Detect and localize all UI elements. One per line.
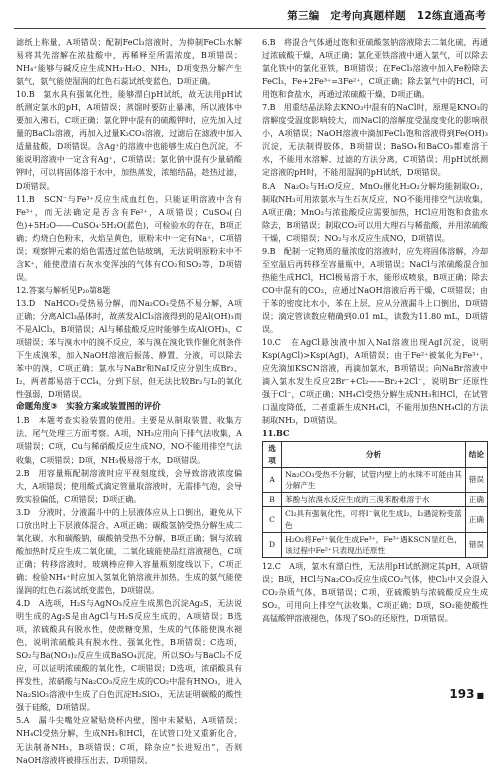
table-cell: B <box>263 493 282 507</box>
answer-paragraph: 6.B 将混合气体通过饱和亚硫酸氢钠溶液除去二氧化硫，再通过浓硫酸干燥，A项正确；氯化亚铁溶液中通入氯气，可以除去氯化铁中的氯化亚铁，B项错误；在FeCl₃溶液中加入Fe粉除去FeCl₃，Fe+2Fe³⁺=3Fe²⁺，C项正确；除去氯气中的HCl，可用饱和食盐水，再通过浓硫酸干燥，D项正确。 <box>262 38 488 100</box>
header-rule <box>14 28 486 29</box>
table-cell: A <box>263 467 282 492</box>
answer-table <box>262 441 488 558</box>
table-row <box>263 532 488 557</box>
table-header-cell: 选项 <box>263 442 282 467</box>
answer-paragraph: 1.B 本题考查实验装置的使用。主要是从制取装置、收集方法、尾气处理三方面考察。A项，NH₃应用向下排气法收集，A项错误；C项，Cu与稀硝酸反应生成NO，NO不能用排空气法收集，C项错误；D项，NH₃极易溶于水，D项错误。 <box>16 416 242 465</box>
table-cell: D <box>263 532 282 557</box>
answer-paragraph: 13.D NaHCO₃受热易分解，而Na₂CO₃受热不易分解，A项正确；分离AlCl₃晶体时，故蒸发AlCl₃溶液得到的是Al(OH)₃而不是AlCl₃，B项错误；Al与稀盐酸反应时能够生成Al(OH)₃，C项错误；苯与溴水中的溴不反应，苯与溴在溴化铁作催化剂条件下生成溴苯，加入NaOH溶液后振荡、静置、分液，可以除去苯中的溴，C项正确；氯水与NaBr和NaI反应分别生成Br₂、I₂，两者都易溶于CCl₄，分到下层，但无法比较Br₂与I₂的氧化性强弱，D项错误。 <box>16 298 242 400</box>
table-cell: 苯酚与浓溴水反应生成的三溴苯酚难溶于水 <box>282 493 466 507</box>
answer-paragraph: 7.B 用重结晶法除去KNO₃中混有的NaCl时，原理是KNO₃的溶解度受温度影响较大，而NaCl的溶解度受温度变化的影响很小，A项错误；NaOH溶液中滴加FeCl₃饱和溶液得到Fe(OH)₃沉淀，无法制得胶体，B项错误；BaSO₄和BaCO₃都难溶于水，不能用水溶解、过滤的方法分离，C项错误；用pH试纸测定溶液的pH时，不能用湿润的pH试纸，D项错误。 <box>262 103 488 178</box>
page-header <box>0 0 500 30</box>
table-cell: 错误 <box>465 532 487 557</box>
answer-paragraph: 10.B 氯水具有强氧化性，能够漂白pH试纸，故无法用pH试纸测定氯水的pH，A项错误；蒸馏时要防止暴沸，所以液体中要加入沸石，C项正确；氯化钾中混有的硫酸钾时，应先加入过量的BaCl₂溶液，再加入过量K₂CO₃溶液，过滤后在滤液中加入适量盐酸，D项错误。含Ag⁺的溶液中也能够生成白色沉淀，不能说明溶液中一定含有Ag⁺，C项错误；氯化钠中混有少量硝酸钾时，可以将固体溶于水中，加热蒸发，浓缩结晶，趁热过滤，D项错误。 <box>16 90 242 191</box>
section-heading: 命题角度③ 实验方案或装置图的评价 <box>16 402 161 413</box>
table-row <box>263 467 488 492</box>
table-cell: 错误 <box>465 467 487 492</box>
page-footer <box>449 687 484 701</box>
triangle-marker-icon: ■ <box>476 691 484 700</box>
page-number: 193 <box>449 687 475 701</box>
table-header-cell: 结论 <box>465 442 487 467</box>
answer-paragraph: 3.D 分液时，分液漏斗中的上层液体应从上口倒出，避免从下口放出时上下层液体混合，A项正确；碳酸氢钠受热分解生成二氧化碳、水和碳酸钠，碳酸钠受热不分解，B项正确；铜与浓硫酸加热时反应生成二氧化硫，二氧化硫能使品红溶液褪色，C项正确；转移溶液时，玻璃棒应伸入容量瓶刻度线以下，C项正确；检验NH₄⁺时应加入氢氧化钠溶液并加热，生成的氨气能使湿润的红色石蕊试纸变蓝色，D项错误。 <box>16 507 242 595</box>
left-column <box>16 36 242 765</box>
answer-paragraph: 2.B 用容量瓶配制溶液时应平视刻度线，会导致溶液浓度偏大，A项错误；使用酸式滴定管量取溶液时，无需排气泡，会导致实验偏低，C项错误；D项正确。 <box>16 468 242 504</box>
table-cell: 正确 <box>465 493 487 507</box>
answer-paragraph: 8.A Na₂O₂与H₂O反应、MnO₂催化H₂O₂分解均能制取O₂，制取NH₃可用浓氨水与生石灰反应，NO不能用排空气法收集，A项正确；MnO₂与浓盐酸反应需要加热，HCl应用饱和食盐水除去，B项错误；制取CO₂可以用大理石与稀盐酸，并用浓硫酸干燥，C项错误；NO₂与水反应生成NO，D项错误。 <box>262 181 488 243</box>
table-cell: 正确 <box>465 507 487 532</box>
answer-paragraph: 滤纸上称量，A项错误；配制FeCl₃溶液时，为抑制FeCl₃水解易将其先溶解在浓盐酸中，再稀释至所需浓度，B项错误；NH₄⁺能够与碱反应生成NH₃·H₂O、NH₃，D项变热分解产生氨气，氨气能使湿润的红色石蕊试纸变蓝色，D项正确。 <box>16 38 242 87</box>
answer-paragraph: 11.B SCN⁻与Fe³⁺反应生成血红色，只能证明溶液中含有Fe³⁺，而无法确定是否含有Fe²⁺，A项错误；CuSO₄(白色)+5H₂O——CuSO₄·5H₂O(蓝色)，可检验水的存在，B项正确；灼烧白色粉末，火焰呈黄色，原粉末中一定有Na⁺，C项错误；观察钾元素的焰色需透过蓝色钴玻璃，无法说明原粉末中不含K⁺，能使澄清石灰水变浑浊的气体有CO₂和SO₂等，D项错误。 <box>16 194 242 282</box>
answer-paragraph: 12.C A项，氯水有漂白性，无法用pH试纸测定其pH，A项错误；B项，HCl与Na₂CO₃反应生成CO₂气体，使Cl₂中又会混入CO₂杂质气体，B项错误；C项，亚硫酸钠与浓硫酸反应生成SO₂，可用向上排空气法收集，C项正确；D项，SO₂能使酸性高锰酸钾溶液褪色，体现了SO₂的还原性，D项错误。 <box>262 562 488 624</box>
table-cell: C <box>263 507 282 532</box>
answer-paragraph: 12.答案与解析见P₂₀第8题 <box>16 285 111 295</box>
table-cell: Na₂CO₃受热不分解，试管内壁上的水珠不可能由其分解产生 <box>282 467 466 492</box>
table-header-cell: 分析 <box>282 442 466 467</box>
table-cell: H₂O₂将Fe²⁺氧化生成Fe³⁺，Fe³⁺遇KSCN显红色，该过程中Fe²⁺只表现出还原性 <box>282 532 466 557</box>
answer-label: 11.BC <box>262 428 290 439</box>
table-row <box>263 507 488 532</box>
header-title: 第三编 定考向真题样题 12练直通高考 <box>287 10 486 22</box>
answer-paragraph: 10.C 在AgCl悬浊液中加入NaI溶液出现AgI沉淀，说明Ksp(AgCl)>Ksp(AgI)，A项错误；由于Fe²⁺被氧化为Fe³⁺，应先滴加KSCN溶液，再滴加氯水，B项错误；向NaBr溶液中滴入氯水发生反应2Br⁻+Cl₂——Br₂+2Cl⁻，说明Br⁻还原性强于Cl⁻，C项正确；NH₄Cl受热分解生成NH₃和HCl，在试管口温度降低，二者重新生成NH₄Cl，不能用加热NH₄Cl的方法制取NH₃，D项错误。 <box>262 338 488 426</box>
table-row <box>263 493 488 507</box>
answer-paragraph: 4.D A选项，H₂S与AgNO₃反应生成黑色沉淀Ag₂S，无法说明生成的Ag₂S是由AgCl与H₂S反应生成的，A项错误；B选项，浓硫酸具有脱水性，使蔗糖变黑，生成的气体能使溴水褪色，说明浓硫酸具有脱水性、强氧化性，B项错误；C选项，SO₂与Ba(NO₃)₂反应生成BaSO₄沉淀，所以SO₂与BaCl₂不反应，可以证明浓硫酸的氧化性，C项错误；D选项，浓硝酸具有挥发性，浓硝酸与Na₂CO₃反应生成的CO₂中混有HNO₃，进入Na₂SiO₃溶液中生成了白色沉淀H₂SiO₃，无法证明碳酸的酸性强于硅酸，D项错误。 <box>16 599 242 713</box>
table-cell: Cl₂具有强氧化性，可将I⁻氧化生成I₂，I₂遇淀粉变蓝色 <box>282 507 466 532</box>
answer-paragraph: 5.A 漏斗尖嘴处应紧贴烧杯内壁，图中未紧贴，A项错误；NH₄Cl受热分解，生成NH₃和HCl，在试管口处又重新化合，无法制备NH₃，B项错误；C项，除杂应“长进短出”，否则NaOH溶液将被排压出去，D项错误。 <box>16 716 242 765</box>
answer-paragraph: 9.B 配制一定物质的量浓度的溶液时，应先将固体溶解，冷却至室温后再转移至容量瓶中，A项错误；NaCl与浓硫酸混合加热能生成HCl，HCl极易溶于水，能形成喷泉，B项正确；除去CO中混有的CO₂，应通过NaOH溶液后再干燥，C项错误；由于苯的密度比水小，苯在上层，应从分液漏斗上口倒出，D项错误；滴定管读数应精确到0.01 mL，读数为11.80 mL，D项错误。 <box>262 246 488 335</box>
right-column <box>262 36 488 676</box>
table-header-row <box>263 442 488 467</box>
